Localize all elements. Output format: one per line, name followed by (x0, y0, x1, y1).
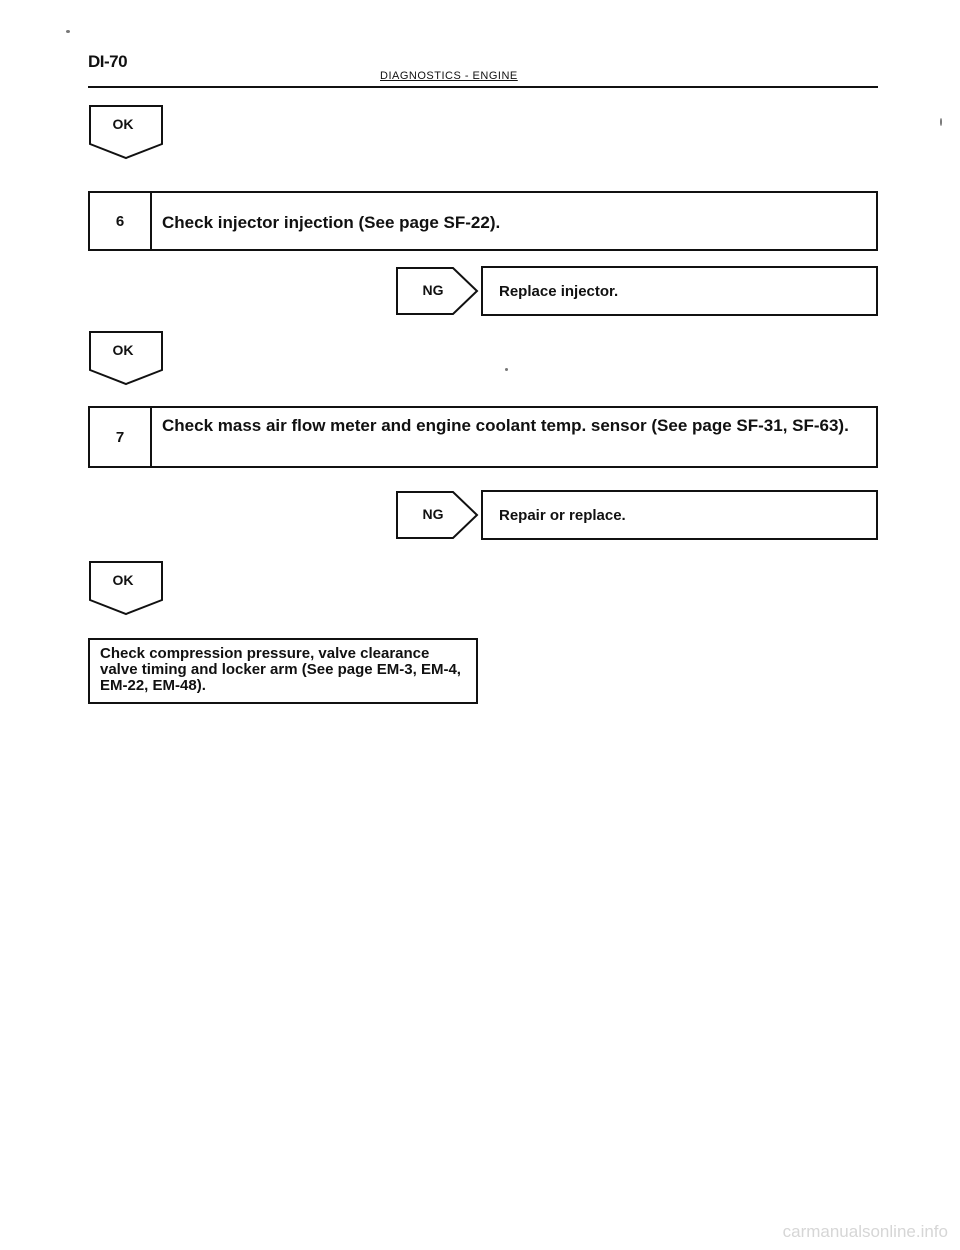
ng-action: Replace injector. (481, 266, 878, 316)
ng-flow-tag (395, 490, 481, 540)
step-text: Check injector injection (See page SF-22). (162, 213, 501, 232)
final-action-text: Check compression pressure, valve clearance valve timing and locker arm (See page EM-3, EM-4, EM-22, EM-48). (100, 645, 461, 694)
final-action-box (88, 638, 478, 704)
scan-speck (66, 30, 70, 33)
page-code: DI-70 (88, 52, 128, 71)
ok-arrow-icon (88, 560, 166, 620)
watermark: carmanualsonline.info (782, 1222, 948, 1241)
step-number: 6 (90, 193, 152, 249)
ng-branch-step-6 (395, 266, 878, 316)
ok-label: OK (112, 116, 134, 132)
scan-speck (505, 368, 508, 371)
ng-label: NG (422, 282, 444, 298)
header-rule (88, 86, 878, 88)
step-7-box (88, 406, 878, 468)
ng-action: Repair or replace. (481, 490, 878, 540)
ok-flow-tag (88, 560, 166, 602)
ok-label: OK (112, 572, 134, 588)
ok-label: OK (112, 342, 134, 358)
step-6-box (88, 191, 878, 251)
section-title: DIAGNOSTICS - ENGINE (380, 70, 518, 82)
ng-label: NG (422, 506, 444, 522)
scan-speck (940, 118, 942, 126)
ok-flow-tag (88, 104, 166, 146)
ng-flow-tag (395, 266, 481, 316)
ng-branch-step-7 (395, 490, 878, 540)
ok-arrow-icon (88, 104, 166, 164)
step-number: 7 (90, 408, 152, 466)
ok-flow-tag (88, 330, 166, 372)
ok-arrow-icon (88, 330, 166, 390)
step-text: Check mass air flow meter and engine coolant temp. sensor (See page SF-31, SF-63). (162, 416, 849, 435)
